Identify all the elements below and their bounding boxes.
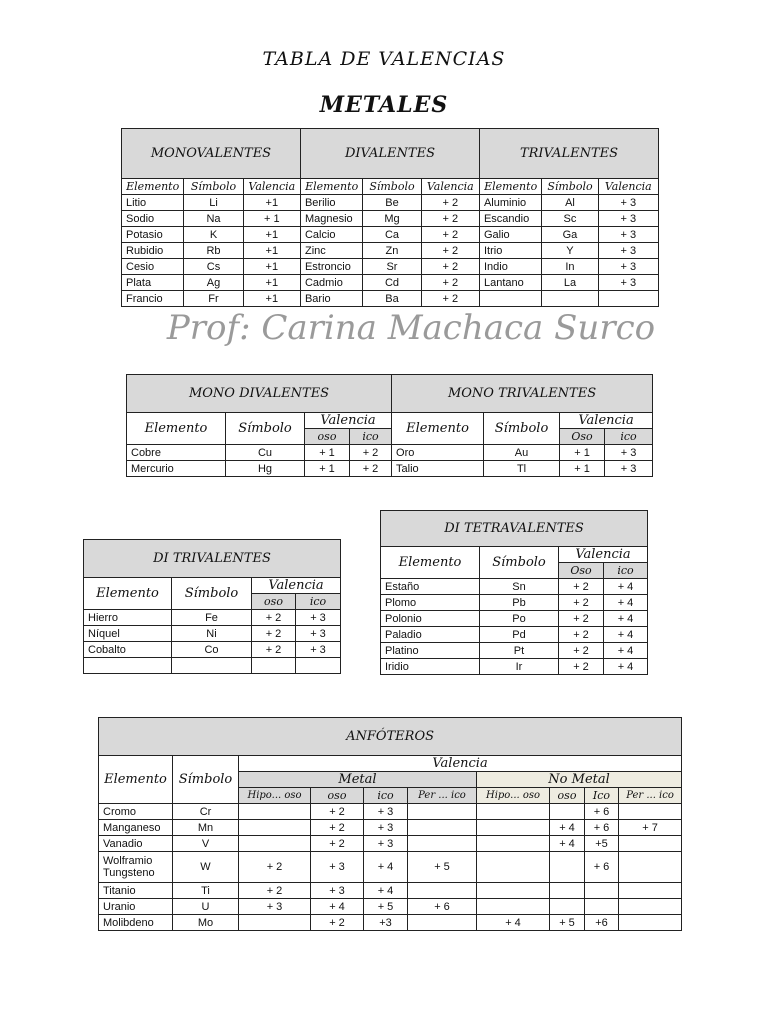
column-header: Símbolo (484, 413, 560, 445)
table-cell: La (542, 275, 598, 291)
table-row (84, 642, 341, 658)
column-header: oso (550, 788, 585, 804)
table-cell: Plata (122, 275, 184, 291)
table-cell (550, 804, 585, 820)
table-cell: Li (184, 195, 243, 211)
table-cell: Al (542, 195, 598, 211)
table-cell: + 2 (350, 445, 392, 461)
table-cell: + 4 (550, 836, 585, 852)
table-cell: Ga (542, 227, 598, 243)
table-cell: + 4 (364, 883, 408, 899)
table-cell: Lantano (479, 275, 541, 291)
table-cell (477, 820, 550, 836)
table-cell: + 4 (604, 643, 648, 659)
column-header: Hipo... oso (239, 788, 311, 804)
table-cell (239, 820, 311, 836)
table-cell: + 2 (559, 611, 604, 627)
table-row (122, 211, 659, 227)
table-cell: + 3 (605, 461, 653, 477)
section-title: METALES (319, 92, 449, 118)
table-row (127, 445, 653, 461)
table-cell: + 4 (604, 659, 648, 675)
column-header: Valencia (421, 179, 479, 195)
table-cell: +1 (243, 227, 300, 243)
table-cell: Titanio (99, 883, 173, 899)
table-cell: + 3 (364, 820, 408, 836)
table-row (84, 626, 341, 642)
table-row (122, 243, 659, 259)
table-cell: Sr (363, 259, 421, 275)
table-cell: Y (542, 243, 598, 259)
table-row (381, 579, 648, 595)
table-cell: + 4 (604, 627, 648, 643)
table-cell (252, 658, 296, 674)
column-header: Símbolo (226, 413, 305, 445)
table-cell: Iridio (381, 659, 480, 675)
table-cell: +1 (243, 195, 300, 211)
column-header: Valencia (305, 413, 392, 429)
table-row (381, 643, 648, 659)
table-cell: Mn (173, 820, 239, 836)
column-header: Oso (559, 563, 604, 579)
table-row (99, 852, 682, 883)
table-cell: Mg (363, 211, 421, 227)
table-cell: Estroncio (300, 259, 362, 275)
column-header: Elemento (300, 179, 362, 195)
table-cell: Potasio (122, 227, 184, 243)
column-header: Símbolo (542, 179, 598, 195)
column-header: Valencia (243, 179, 300, 195)
table-cell: + 3 (311, 852, 364, 883)
table-cell: +1 (243, 259, 300, 275)
group-header-divalentes: DIVALENTES (300, 129, 479, 179)
column-header: Elemento (99, 756, 173, 804)
table-cell (619, 836, 682, 852)
table-row (122, 195, 659, 211)
table-cell: Fe (172, 610, 252, 626)
table-cell (619, 899, 682, 915)
table-cell: + 2 (350, 461, 392, 477)
table-di-trivalentes (83, 539, 341, 674)
table-cell: + 1 (243, 211, 300, 227)
table-cell: + 3 (311, 883, 364, 899)
column-header: Per ... ico (408, 788, 477, 804)
table-mono-groups (126, 374, 653, 477)
group-header-mono-trivalentes: MONO TRIVALENTES (392, 375, 653, 413)
table-cell: Mercurio (127, 461, 226, 477)
table-cell: Cu (226, 445, 305, 461)
column-header: Símbolo (184, 179, 243, 195)
table-cell: Manganeso (99, 820, 173, 836)
column-header: ico (604, 563, 648, 579)
table-row (99, 899, 682, 915)
table-cell: + 3 (239, 899, 311, 915)
table-cell: Ni (172, 626, 252, 642)
table-cell: Pd (480, 627, 559, 643)
table-valence-groups (121, 128, 659, 307)
table-cell: W (173, 852, 239, 883)
column-header: Valencia (598, 179, 658, 195)
table-cell (239, 804, 311, 820)
table-cell: + 3 (598, 227, 658, 243)
table-cell: + 1 (305, 445, 350, 461)
table-cell: Fr (184, 291, 243, 307)
table-row (381, 595, 648, 611)
table-cell: + 4 (604, 579, 648, 595)
table-cell (408, 836, 477, 852)
column-header: Hipo... oso (477, 788, 550, 804)
group-header-trivalentes: TRIVALENTES (479, 129, 658, 179)
table-cell: + 2 (559, 643, 604, 659)
table-cell (550, 852, 585, 883)
table-cell: Sc (542, 211, 598, 227)
table-cell: + 2 (252, 626, 296, 642)
table-cell: +1 (243, 291, 300, 307)
table-cell: Magnesio (300, 211, 362, 227)
table-cell: + 2 (311, 804, 364, 820)
table-cell: + 6 (408, 899, 477, 915)
table-cell: Pb (480, 595, 559, 611)
table-cell: Francio (122, 291, 184, 307)
column-header: Per ... ico (619, 788, 682, 804)
column-header: Valencia (559, 547, 648, 563)
column-header: Símbolo (173, 756, 239, 804)
table-cell: + 2 (421, 243, 479, 259)
table-cell (585, 883, 619, 899)
table-cell: +1 (243, 243, 300, 259)
table-cell: Litio (122, 195, 184, 211)
column-header: Elemento (479, 179, 541, 195)
column-header: Ico (585, 788, 619, 804)
table-row (122, 227, 659, 243)
table-cell: + 2 (421, 275, 479, 291)
table-cell: + 2 (311, 820, 364, 836)
table-cell: + 4 (604, 595, 648, 611)
group-header-di-trivalentes: DI TRIVALENTES (84, 540, 341, 578)
table-cell: Itrio (479, 243, 541, 259)
table-cell: + 2 (252, 610, 296, 626)
table-row (99, 804, 682, 820)
table-cell: Na (184, 211, 243, 227)
table-cell: Cobalto (84, 642, 172, 658)
table-cell: + 4 (477, 915, 550, 931)
table-cell: + 2 (421, 259, 479, 275)
table-cell: + 3 (296, 626, 341, 642)
table-cell: Ba (363, 291, 421, 307)
table-cell: Cd (363, 275, 421, 291)
table-cell: Vanadio (99, 836, 173, 852)
table-cell: + 3 (598, 243, 658, 259)
table-row (381, 627, 648, 643)
column-header: Elemento (392, 413, 484, 445)
column-header: Elemento (381, 547, 480, 579)
table-cell: Hierro (84, 610, 172, 626)
table-cell (550, 883, 585, 899)
table-cell: Polonio (381, 611, 480, 627)
table-row (122, 275, 659, 291)
table-row (99, 883, 682, 899)
column-header: Símbolo (480, 547, 559, 579)
no-metal-header: No Metal (477, 772, 682, 788)
table-cell: Tl (484, 461, 560, 477)
column-header: Símbolo (363, 179, 421, 195)
table-cell (619, 804, 682, 820)
table-cell: Po (480, 611, 559, 627)
table-cell: + 5 (408, 852, 477, 883)
table-cell: + 3 (598, 211, 658, 227)
table-cell (408, 820, 477, 836)
table-cell: + 1 (560, 461, 605, 477)
table-cell (172, 658, 252, 674)
table-cell: + 6 (585, 820, 619, 836)
table-row (99, 820, 682, 836)
table-cell: Cromo (99, 804, 173, 820)
table-cell (479, 291, 541, 307)
table-cell: + 7 (619, 820, 682, 836)
table-row (84, 658, 341, 674)
table-cell: + 2 (421, 291, 479, 307)
table-row (122, 291, 659, 307)
table-cell: Paladio (381, 627, 480, 643)
column-header: ico (296, 594, 341, 610)
table-cell: Talio (392, 461, 484, 477)
table-cell (550, 899, 585, 915)
table-cell: + 1 (560, 445, 605, 461)
table-cell: + 2 (252, 642, 296, 658)
table-cell: Ti (173, 883, 239, 899)
table-cell: + 2 (559, 595, 604, 611)
table-cell: + 6 (585, 852, 619, 883)
table-cell: Cesio (122, 259, 184, 275)
table-cell (477, 804, 550, 820)
group-header-monovalentes: MONOVALENTES (122, 129, 301, 179)
table-cell: + 3 (598, 195, 658, 211)
table-cell: + 4 (604, 611, 648, 627)
table-cell: + 2 (559, 579, 604, 595)
table-cell: + 5 (550, 915, 585, 931)
column-header: Elemento (122, 179, 184, 195)
table-cell: + 2 (421, 211, 479, 227)
table-cell: Zinc (300, 243, 362, 259)
table-cell: Aluminio (479, 195, 541, 211)
table-cell: K (184, 227, 243, 243)
table-cell: Cr (173, 804, 239, 820)
table-cell (542, 291, 598, 307)
table-cell: Escandio (479, 211, 541, 227)
table-cell: + 2 (311, 915, 364, 931)
table-cell: + 6 (585, 804, 619, 820)
column-header: Elemento (127, 413, 226, 445)
table-cell: + 2 (559, 627, 604, 643)
table-cell: Hg (226, 461, 305, 477)
table-row (84, 610, 341, 626)
table-cell: Uranio (99, 899, 173, 915)
table-row (127, 461, 653, 477)
table-cell: Bario (300, 291, 362, 307)
table-cell: + 2 (421, 227, 479, 243)
column-header: Elemento (84, 578, 172, 610)
table-cell: Molibdeno (99, 915, 173, 931)
table-cell: Estaño (381, 579, 480, 595)
table-row (99, 836, 682, 852)
table-cell: + 3 (296, 642, 341, 658)
table-cell: V (173, 836, 239, 852)
table-cell: + 3 (296, 610, 341, 626)
column-header: oso (252, 594, 296, 610)
table-cell (84, 658, 172, 674)
table-cell: Pt (480, 643, 559, 659)
table-cell: Plomo (381, 595, 480, 611)
table-cell (619, 883, 682, 899)
column-header: ico (364, 788, 408, 804)
watermark: Prof: Carina Machaca Surco (166, 308, 656, 348)
table-cell: + 3 (598, 275, 658, 291)
table-cell: + 3 (598, 259, 658, 275)
group-header-anfoteros: ANFÓTEROS (99, 718, 682, 756)
column-header: oso (305, 429, 350, 445)
table-di-tetravalentes (380, 510, 648, 675)
column-header: Valencia (560, 413, 653, 429)
table-cell: In (542, 259, 598, 275)
table-row (122, 259, 659, 275)
group-header-di-tetravalentes: DI TETRAVALENTES (381, 511, 648, 547)
group-header-mono-divalentes: MONO DIVALENTES (127, 375, 392, 413)
table-cell: + 2 (239, 883, 311, 899)
table-cell: +3 (364, 915, 408, 931)
table-cell: Zn (363, 243, 421, 259)
column-header: Valencia (252, 578, 341, 594)
table-cell: Rb (184, 243, 243, 259)
table-cell: + 3 (605, 445, 653, 461)
table-cell (239, 915, 311, 931)
table-cell (408, 915, 477, 931)
table-cell (477, 899, 550, 915)
table-cell (477, 883, 550, 899)
table-cell: Wolframio Tungsteno (99, 852, 173, 883)
table-row (99, 915, 682, 931)
table-cell: Ca (363, 227, 421, 243)
table-cell: + 2 (421, 195, 479, 211)
table-cell: Indio (479, 259, 541, 275)
table-cell: + 3 (364, 804, 408, 820)
table-cell: Co (172, 642, 252, 658)
table-cell (477, 852, 550, 883)
table-cell: + 4 (550, 820, 585, 836)
table-cell: Ag (184, 275, 243, 291)
table-cell (296, 658, 341, 674)
table-cell (598, 291, 658, 307)
column-header: ico (605, 429, 653, 445)
table-cell: Au (484, 445, 560, 461)
table-cell: + 1 (305, 461, 350, 477)
column-header: Símbolo (172, 578, 252, 610)
table-cell: U (173, 899, 239, 915)
table-cell: Calcio (300, 227, 362, 243)
table-cell: Sn (480, 579, 559, 595)
column-header: Valencia (239, 756, 682, 772)
table-cell: Berilio (300, 195, 362, 211)
table-cell: Platino (381, 643, 480, 659)
column-header: oso (311, 788, 364, 804)
table-cell (477, 836, 550, 852)
table-cell (619, 915, 682, 931)
table-anfoteros (98, 717, 682, 931)
table-cell: Mo (173, 915, 239, 931)
column-header: ico (350, 429, 392, 445)
table-cell: Sodio (122, 211, 184, 227)
table-cell: Cadmio (300, 275, 362, 291)
table-cell: Rubidio (122, 243, 184, 259)
table-cell: +1 (243, 275, 300, 291)
table-cell: Galio (479, 227, 541, 243)
table-cell (239, 836, 311, 852)
table-cell: + 2 (239, 852, 311, 883)
table-cell: + 2 (311, 836, 364, 852)
table-cell: Oro (392, 445, 484, 461)
table-cell: +5 (585, 836, 619, 852)
table-cell: Ir (480, 659, 559, 675)
page-title: TABLA DE VALENCIAS (262, 48, 506, 70)
table-cell (585, 899, 619, 915)
column-header: Oso (560, 429, 605, 445)
table-cell: + 3 (364, 836, 408, 852)
table-cell (408, 804, 477, 820)
table-cell (408, 883, 477, 899)
table-cell: Níquel (84, 626, 172, 642)
metal-header: Metal (239, 772, 477, 788)
table-cell: Be (363, 195, 421, 211)
table-cell (619, 852, 682, 883)
table-row (381, 659, 648, 675)
table-cell: +6 (585, 915, 619, 931)
table-cell: + 4 (364, 852, 408, 883)
table-cell: + 5 (364, 899, 408, 915)
table-cell: + 4 (311, 899, 364, 915)
table-cell: Cobre (127, 445, 226, 461)
table-cell: Cs (184, 259, 243, 275)
table-cell: + 2 (559, 659, 604, 675)
table-row (381, 611, 648, 627)
